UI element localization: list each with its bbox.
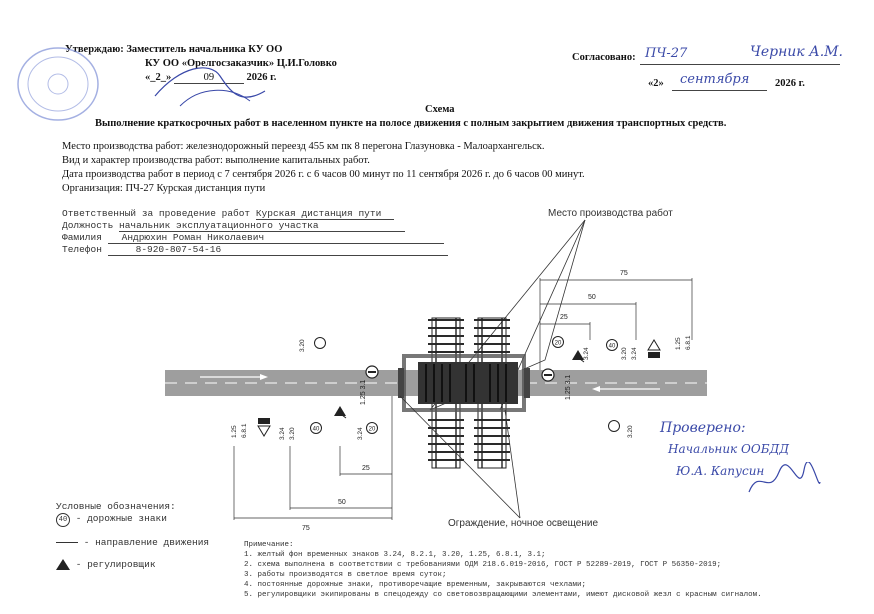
sign-label-125-upper: 1.25: [675, 337, 682, 350]
svg-text:20: 20: [368, 426, 376, 433]
checked-line1: Проверено:: [660, 420, 746, 436]
approval-date-year: 2026 г.: [246, 72, 277, 83]
responsible-line4-value: 8-920-807-54-16: [108, 244, 448, 256]
agreement-label: Согласовано:: [572, 52, 636, 63]
responsible-line3-value: Андрюхин Роман Николаевич: [108, 232, 444, 244]
approval-line2: КУ ОО «Орелгосзаказчик» Ц.И.Головко: [145, 58, 337, 69]
notes-title: Примечание:: [244, 541, 294, 549]
approval-line1: Утверждаю: Заместитель начальника КУ ОО: [65, 44, 283, 55]
note-item-4: 4. постоянные дорожные знаки, противоречащие временным, закрываются чехлами;: [244, 581, 587, 589]
speed-limit-20-sign-upper: [553, 337, 564, 348]
checked-signature: [744, 462, 824, 502]
svg-text:40: 40: [608, 343, 616, 350]
dim-lower-25: 25: [362, 465, 370, 472]
info-org: Организация: ПЧ-27 Курская дистанция пути: [62, 183, 266, 194]
responsible-line2-label: Должность: [62, 220, 114, 231]
agreement-org-handwritten: ПЧ-27: [645, 46, 688, 61]
agreement-date-month: сентября: [680, 72, 750, 87]
info-work-type: Вид и характер производства работ: выполнение капитальных работ.: [62, 155, 370, 166]
note-item-2: 2. схема выполнена в соответствии с требованиями ОДМ 218.6.019-2016, ГОСТ Р 52289-2019, ГОСТ Р 56350-2019;: [244, 561, 722, 569]
dimension-lines-upper: [540, 278, 692, 370]
sign-label-125-31-right: 1.25 3.1: [565, 374, 572, 400]
legend-direction: [56, 537, 209, 548]
official-seal-stamp: [14, 44, 102, 124]
no-entry-sign-right: [542, 369, 554, 381]
barrier-left: [398, 368, 404, 398]
legend-sign-sample-icon: 40: [56, 513, 70, 527]
sign-label-125-31-left: 1.25 3.1: [360, 379, 367, 405]
checked-line2: Начальник ООБДД: [668, 442, 790, 456]
site-scheme-diagram: [0, 200, 874, 540]
sign-label-320-upper-left: 3.20: [299, 339, 306, 352]
info-place: Место производства работ: железнодорожный переезд 455 км пк 8 перегона Глазуновка - Малоархангельск.: [62, 141, 545, 152]
note-item-1: 1. желтый фон временных знаков 3.24, 8.2.1, 3.20, 1.25, 6.8.1, 3.1;: [244, 551, 546, 559]
dim-upper-25: 25: [560, 314, 568, 321]
dim-lower-50: 50: [338, 499, 346, 506]
speed-limit-40-sign-upper: [607, 340, 618, 351]
info-period: Дата производства работ в период с 7 сентября 2026 г. с 6 часов 00 минут по 11 сентября 2026 г. до 6 часов 00 минут.: [62, 169, 585, 180]
document-heading: Схема: [425, 104, 455, 115]
sign-label-324-lower: 3.24: [357, 427, 364, 440]
sign-label-125-lower: 1.25: [231, 425, 238, 438]
fencing-pointer-right: [505, 410, 520, 518]
sign-label-681-lower: 6.8.1: [241, 423, 248, 438]
sign-label-320-upper-right: 3.20: [621, 347, 628, 360]
agreement-date-year: 2026 г.: [775, 78, 805, 89]
no-overtaking-sign-upper: [315, 338, 326, 349]
dim-upper-75: 75: [620, 270, 628, 277]
legend-controller-label: - регулировщик: [75, 559, 156, 571]
roadworks-warning-sign-upper: [648, 340, 660, 358]
sign-label-324-upper-right: 3.24: [631, 347, 638, 360]
approval-date-day: «_2_»: [145, 72, 172, 83]
note-item-5: 5. регулировщики экипированы в спецодежду со световозвращающими элементами, имеют дисковой жезл с красным сигналом.: [244, 591, 762, 599]
dimension-lines-lower: [234, 396, 392, 520]
no-overtaking-sign-lower: [609, 421, 620, 432]
legend-signs-label: - дорожные знаки: [75, 513, 167, 524]
agreement-underline: [640, 64, 840, 65]
worksite-label: Место производства работ: [548, 208, 673, 219]
responsible-line1-value: Курская дистанция пути: [256, 208, 394, 220]
fencing-label: Ограждение, ночное освещение: [448, 518, 599, 529]
dim-lower-75: 75: [302, 525, 310, 532]
checked-line3: Ю.А. Капусин: [676, 464, 765, 478]
responsible-line4-label: Телефон: [62, 244, 102, 255]
traffic-controller-icon: [56, 559, 70, 570]
agreement-month-underline: [672, 90, 767, 91]
speed-limit-20-sign-lower: [367, 423, 378, 434]
agreement-name-handwritten: Черник А.М.: [750, 44, 843, 60]
barrier-right: [524, 368, 530, 398]
sign-label-324-lower-left: 3.24: [279, 427, 286, 440]
responsible-line3-label: Фамилия: [62, 232, 102, 243]
svg-text:20: 20: [554, 340, 562, 347]
traffic-controller-icon-lower: [334, 406, 346, 418]
legend-signs: [56, 513, 167, 527]
direction-arrow-icon: [56, 542, 78, 543]
document-subtitle: Выполнение краткосрочных работ в населенном пункте на полосе движения с полным закрытием движения транспортных средств.: [95, 118, 727, 129]
roadworks-warning-sign-lower: [258, 418, 270, 436]
svg-text:40: 40: [312, 426, 320, 433]
responsible-line2-value: начальник эксплуатационного участка: [119, 220, 405, 232]
sign-label-324-upper: 3.24: [583, 347, 590, 360]
sign-label-681-upper: 6.8.1: [685, 335, 692, 350]
no-entry-sign-left: [366, 366, 378, 378]
approval-signature: [150, 56, 270, 116]
responsible-line1-label: Ответственный за проведение работ: [62, 208, 251, 219]
agreement-date-day: «2»: [648, 78, 664, 89]
sign-label-320-lower-left: 3.20: [289, 427, 296, 440]
approval-date-month: 09: [174, 72, 244, 84]
dim-upper-50: 50: [588, 294, 596, 301]
speed-limit-40-sign-lower: [311, 423, 322, 434]
legend-title: Условные обозначения:: [56, 501, 176, 512]
sign-label-320-lower-right: 3.20: [627, 425, 634, 438]
legend-controller: [56, 559, 156, 570]
note-item-3: 3. работы производятся в светлое время суток;: [244, 571, 447, 579]
legend-direction-label: - направление движения: [83, 537, 210, 548]
